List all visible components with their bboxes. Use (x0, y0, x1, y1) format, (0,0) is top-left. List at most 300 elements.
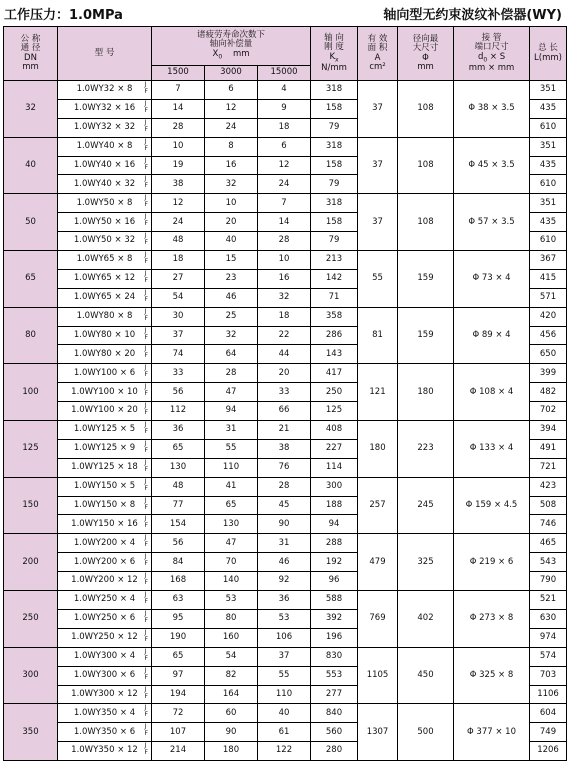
jf-mark-j: J (144, 742, 147, 750)
cycles-15000-cell: 18 (258, 307, 311, 326)
jf-mark-j: J (144, 591, 147, 599)
cycles-1500-cell: 74 (152, 345, 205, 364)
area-cell: 180 (358, 421, 398, 478)
cycles-1500-cell: 48 (152, 232, 205, 251)
jf-mark-j: J (144, 251, 147, 259)
model-cell (58, 175, 152, 194)
jf-mark (145, 383, 148, 397)
model-cell (58, 118, 152, 137)
cycles-3000-cell: 55 (205, 439, 258, 458)
cycles-1500-cell: 72 (152, 704, 205, 723)
jf-mark-j: J (144, 213, 147, 221)
jf-mark-j: J (144, 288, 147, 296)
length-cell: 610 (530, 118, 567, 137)
model-name: 1.0WY100 × 6 (73, 367, 136, 378)
cycles-1500-cell: 63 (152, 591, 205, 610)
jf-mark-f: F (144, 409, 148, 417)
model-name: 1.0WY350 × 6 (73, 726, 136, 737)
cycles-1500-cell: 65 (152, 439, 205, 458)
jf-mark-f: F (144, 258, 148, 266)
jf-mark (145, 742, 148, 756)
jf-mark-j: J (144, 137, 147, 145)
dn-cell: 350 (4, 704, 58, 761)
cycles-3000-cell: 12 (205, 99, 258, 118)
jf-mark (145, 270, 148, 284)
model-cell (58, 307, 152, 326)
jf-mark-f: F (144, 541, 148, 549)
jf-mark (145, 402, 148, 416)
stiffness-cell: 158 (311, 99, 358, 118)
length-cell: 630 (530, 609, 567, 628)
model-cell (58, 628, 152, 647)
jf-mark-j: J (144, 496, 147, 504)
length-cell: 435 (530, 99, 567, 118)
cycles-15000-cell: 9 (258, 99, 311, 118)
stiffness-cell: 79 (311, 175, 358, 194)
jf-mark-j: J (144, 723, 147, 731)
cycles-3000-cell: 10 (205, 194, 258, 213)
jf-mark-f: F (144, 654, 148, 662)
length-cell: 703 (530, 666, 567, 685)
jf-mark (145, 704, 148, 718)
length-cell: 574 (530, 647, 567, 666)
model-cell (58, 685, 152, 704)
length-cell: 610 (530, 232, 567, 251)
cycles-15000-cell: 61 (258, 723, 311, 742)
cycles-15000-cell: 46 (258, 553, 311, 572)
stiffness-cell: 560 (311, 723, 358, 742)
jf-mark (145, 421, 148, 435)
max-diameter-cell: 402 (398, 591, 454, 648)
jf-mark-j: J (144, 326, 147, 334)
jf-mark (145, 497, 148, 511)
cycles-1500-cell: 194 (152, 685, 205, 704)
cycles-1500-cell: 214 (152, 742, 205, 761)
model-cell (58, 723, 152, 742)
model-name: 1.0WY150 × 8 (73, 499, 136, 510)
jf-mark-f: F (144, 106, 148, 114)
jf-mark-j: J (144, 534, 147, 542)
dn-cell: 100 (4, 364, 58, 421)
jf-mark-j: J (144, 81, 147, 88)
length-cell: 749 (530, 723, 567, 742)
cycles-1500-cell: 56 (152, 534, 205, 553)
model-cell (58, 402, 152, 421)
pipe-cell: Φ 159 × 4.5 (454, 477, 530, 534)
cycles-15000-cell: 10 (258, 251, 311, 270)
jf-mark-j: J (144, 269, 147, 277)
jf-mark-f: F (144, 522, 148, 530)
stiffness-cell: 358 (311, 307, 358, 326)
stiffness-cell: 79 (311, 232, 358, 251)
area-cell: 81 (358, 307, 398, 364)
model-name: 1.0WY80 × 10 (73, 329, 136, 340)
cycles-15000-cell: 21 (258, 421, 311, 440)
cycles-3000-cell: 140 (205, 572, 258, 591)
cycles-15000-cell: 32 (258, 288, 311, 307)
cycles-15000-cell: 16 (258, 269, 311, 288)
model-name: 1.0WY250 × 4 (73, 594, 136, 605)
table-row (4, 194, 567, 213)
jf-mark-j: J (144, 99, 147, 107)
jf-mark-f: F (144, 371, 148, 379)
cycles-3000-cell: 41 (205, 477, 258, 496)
cycles-1500-cell: 130 (152, 458, 205, 477)
cycles-3000-cell: 60 (205, 704, 258, 723)
model-cell (58, 156, 152, 175)
stiffness-cell: 143 (311, 345, 358, 364)
model-name: 1.0WY32 × 16 (73, 103, 136, 114)
cycles-15000-cell: 24 (258, 175, 311, 194)
cycles-3000-cell: 110 (205, 458, 258, 477)
cycles-15000-cell: 53 (258, 609, 311, 628)
jf-mark-f: F (144, 560, 148, 568)
dn-cell: 65 (4, 251, 58, 308)
model-name: 1.0WY65 × 24 (73, 292, 136, 303)
jf-mark-j: J (144, 572, 147, 580)
jf-mark (145, 629, 148, 643)
length-cell: 420 (530, 307, 567, 326)
product-title: 轴向型无约束波纹补偿器(WY) (383, 8, 562, 23)
jf-mark-f: F (144, 503, 148, 511)
model-name: 1.0WY65 × 8 (76, 254, 133, 265)
cycles-15000-cell: 14 (258, 213, 311, 232)
cycles-3000-cell: 32 (205, 326, 258, 345)
header-fatigue: 诸疲劳寿命次数下 轴向补偿量 $X_0$ mm (152, 27, 311, 66)
working-pressure-title: 工作压力：1.0MPa (4, 8, 123, 23)
jf-mark-f: F (144, 635, 148, 643)
model-cell (58, 213, 152, 232)
cycles-1500-cell: 77 (152, 496, 205, 515)
jf-mark-j: J (144, 647, 147, 655)
cycles-3000-cell: 180 (205, 742, 258, 761)
model-name: 1.0WY150 × 16 (71, 518, 138, 529)
length-cell: 435 (530, 213, 567, 232)
jf-mark-j: J (144, 685, 147, 693)
model-cell (58, 326, 152, 345)
model-name: 1.0WY125 × 9 (73, 443, 136, 454)
length-cell: 367 (530, 251, 567, 270)
jf-mark-j: J (144, 194, 147, 202)
area-cell: 55 (358, 251, 398, 308)
model-name: 1.0WY300 × 12 (71, 688, 138, 699)
dn-cell: 32 (4, 81, 58, 138)
length-cell: 610 (530, 175, 567, 194)
cycles-1500-cell: 48 (152, 477, 205, 496)
model-name: 1.0WY50 × 16 (73, 216, 136, 227)
jf-mark (145, 515, 148, 529)
max-diameter-cell: 159 (398, 307, 454, 364)
length-cell: 790 (530, 572, 567, 591)
model-cell (58, 704, 152, 723)
length-cell: 1106 (530, 685, 567, 704)
length-cell: 423 (530, 477, 567, 496)
model-cell (58, 194, 152, 213)
model-cell (58, 232, 152, 251)
header-dn: 公 称 通 径 DN mm (4, 27, 58, 81)
cycles-15000-cell: 110 (258, 685, 311, 704)
cycles-1500-cell: 65 (152, 647, 205, 666)
max-diameter-cell: 500 (398, 704, 454, 761)
pipe-cell: Φ 133 × 4 (454, 421, 530, 478)
stiffness-cell: 158 (311, 213, 358, 232)
jf-mark-f: F (144, 125, 148, 133)
cycles-1500-cell: 30 (152, 307, 205, 326)
jf-mark-f: F (144, 333, 148, 341)
jf-mark-f: F (144, 276, 148, 284)
cycles-15000-cell: 12 (258, 156, 311, 175)
length-cell: 702 (530, 402, 567, 421)
jf-mark (145, 440, 148, 454)
table-row (4, 364, 567, 383)
cycles-3000-cell: 32 (205, 175, 258, 194)
max-diameter-cell: 159 (398, 251, 454, 308)
dn-cell: 40 (4, 137, 58, 194)
cycles-1500-cell: 84 (152, 553, 205, 572)
stiffness-cell: 142 (311, 269, 358, 288)
cycles-1500-cell: 168 (152, 572, 205, 591)
cycles-15000-cell: 76 (258, 458, 311, 477)
header-pipe: 接 管 端口尺寸 $d_0 \times S$ mm × mm (454, 27, 530, 81)
model-cell (58, 251, 152, 270)
area-cell: 121 (358, 364, 398, 421)
dn-cell: 250 (4, 591, 58, 648)
jf-mark-j: J (144, 118, 147, 126)
cycles-3000-cell: 25 (205, 307, 258, 326)
jf-mark (145, 119, 148, 133)
cycles-15000-cell: 18 (258, 118, 311, 137)
jf-mark (145, 100, 148, 114)
stiffness-cell: 553 (311, 666, 358, 685)
jf-mark-f: F (144, 352, 148, 360)
pipe-cell: Φ 325 × 8 (454, 647, 530, 704)
cycles-1500-cell: 190 (152, 628, 205, 647)
cycles-1500-cell: 33 (152, 364, 205, 383)
jf-mark (145, 648, 148, 662)
stiffness-cell: 196 (311, 628, 358, 647)
length-cell: 508 (530, 496, 567, 515)
cycles-1500-cell: 97 (152, 666, 205, 685)
length-cell: 521 (530, 591, 567, 610)
cycles-1500-cell: 37 (152, 326, 205, 345)
cycles-3000-cell: 6 (205, 81, 258, 100)
model-name: 1.0WY200 × 4 (73, 537, 136, 548)
cycles-3000-cell: 40 (205, 232, 258, 251)
jf-mark (145, 232, 148, 246)
model-name: 1.0WY250 × 12 (71, 632, 138, 643)
header-max-diameter: 径向最 大尺寸 Φ mm (398, 27, 454, 81)
jf-mark (145, 81, 148, 95)
jf-mark (145, 157, 148, 171)
jf-mark-f: F (144, 579, 148, 587)
model-cell (58, 137, 152, 156)
jf-mark-f: F (144, 673, 148, 681)
max-diameter-cell: 245 (398, 477, 454, 534)
model-name: 1.0WY150 × 5 (73, 480, 136, 491)
length-cell: 399 (530, 364, 567, 383)
length-cell: 351 (530, 194, 567, 213)
table-row (4, 81, 567, 100)
cycles-15000-cell: 28 (258, 232, 311, 251)
model-cell (58, 269, 152, 288)
cycles-3000-cell: 47 (205, 534, 258, 553)
model-cell (58, 572, 152, 591)
stiffness-cell: 318 (311, 81, 358, 100)
length-cell: 482 (530, 383, 567, 402)
stiffness-cell: 280 (311, 742, 358, 761)
jf-mark (145, 534, 148, 548)
cycles-1500-cell: 36 (152, 421, 205, 440)
cycles-15000-cell: 122 (258, 742, 311, 761)
area-cell: 1105 (358, 647, 398, 704)
jf-mark-f: F (144, 182, 148, 190)
jf-mark (145, 478, 148, 492)
table-row (4, 704, 567, 723)
pipe-cell: Φ 89 × 4 (454, 307, 530, 364)
jf-mark-f: F (144, 144, 148, 152)
cycles-3000-cell: 16 (205, 156, 258, 175)
length-cell: 571 (530, 288, 567, 307)
jf-mark-f: F (144, 692, 148, 700)
table-row (4, 421, 567, 440)
model-name: 1.0WY250 × 6 (73, 613, 136, 624)
stiffness-cell: 277 (311, 685, 358, 704)
jf-mark-f: F (144, 390, 148, 398)
model-name: 1.0WY32 × 32 (73, 122, 136, 133)
cycles-15000-cell: 6 (258, 137, 311, 156)
model-cell (58, 534, 152, 553)
cycles-3000-cell: 70 (205, 553, 258, 572)
cycles-3000-cell: 130 (205, 515, 258, 534)
length-cell: 456 (530, 326, 567, 345)
jf-mark-f: F (144, 201, 148, 209)
header-cycles-15000: 15000 (258, 66, 311, 81)
jf-mark (145, 175, 148, 189)
dn-cell: 300 (4, 647, 58, 704)
jf-mark-j: J (144, 156, 147, 164)
jf-mark (145, 572, 148, 586)
length-cell: 543 (530, 553, 567, 572)
model-name: 1.0WY80 × 20 (73, 348, 136, 359)
model-cell (58, 515, 152, 534)
model-name: 1.0WY300 × 4 (73, 650, 136, 661)
model-name: 1.0WY300 × 6 (73, 669, 136, 680)
dn-cell: 80 (4, 307, 58, 364)
cycles-1500-cell: 24 (152, 213, 205, 232)
jf-mark-j: J (144, 628, 147, 636)
max-diameter-cell: 180 (398, 364, 454, 421)
pipe-cell: Φ 377 × 10 (454, 704, 530, 761)
spec-table (3, 26, 567, 761)
cycles-15000-cell: 22 (258, 326, 311, 345)
jf-mark (145, 251, 148, 265)
stiffness-cell: 286 (311, 326, 358, 345)
jf-mark-f: F (144, 446, 148, 454)
stiffness-cell: 830 (311, 647, 358, 666)
cycles-3000-cell: 15 (205, 251, 258, 270)
cycles-15000-cell: 31 (258, 534, 311, 553)
dn-cell: 150 (4, 477, 58, 534)
area-cell: 769 (358, 591, 398, 648)
cycles-3000-cell: 28 (205, 364, 258, 383)
stiffness-cell: 79 (311, 118, 358, 137)
length-cell: 415 (530, 269, 567, 288)
max-diameter-cell: 325 (398, 534, 454, 591)
cycles-15000-cell: 20 (258, 364, 311, 383)
jf-mark (145, 723, 148, 737)
cycles-15000-cell: 92 (258, 572, 311, 591)
stiffness-cell: 288 (311, 534, 358, 553)
model-cell (58, 383, 152, 402)
jf-mark (145, 289, 148, 303)
model-name: 1.0WY100 × 10 (71, 386, 138, 397)
cycles-1500-cell: 19 (152, 156, 205, 175)
cycles-1500-cell: 107 (152, 723, 205, 742)
jf-mark-f: F (144, 163, 148, 171)
jf-mark-j: J (144, 364, 147, 372)
jf-mark-f: F (144, 730, 148, 738)
header-stiffness: 轴 向 刚 度 $K_x$ N/mm (311, 27, 358, 81)
jf-mark-f: F (144, 220, 148, 228)
length-cell: 974 (530, 628, 567, 647)
jf-mark-f: F (144, 428, 148, 436)
jf-mark-j: J (144, 383, 147, 391)
cycles-3000-cell: 54 (205, 647, 258, 666)
cycles-1500-cell: 54 (152, 288, 205, 307)
cycles-15000-cell: 45 (258, 496, 311, 515)
pipe-cell: Φ 219 × 6 (454, 534, 530, 591)
model-name: 1.0WY125 × 5 (73, 424, 136, 435)
length-cell: 435 (530, 156, 567, 175)
cycles-3000-cell: 47 (205, 383, 258, 402)
jf-mark (145, 591, 148, 605)
jf-mark-j: J (144, 175, 147, 183)
jf-mark (145, 194, 148, 208)
max-diameter-cell: 108 (398, 137, 454, 194)
cycles-15000-cell: 28 (258, 477, 311, 496)
table-row (4, 534, 567, 553)
cycles-3000-cell: 31 (205, 421, 258, 440)
stiffness-cell: 96 (311, 572, 358, 591)
jf-mark-j: J (144, 666, 147, 674)
cycles-3000-cell: 94 (205, 402, 258, 421)
cycles-3000-cell: 46 (205, 288, 258, 307)
area-cell: 37 (358, 137, 398, 194)
cycles-15000-cell: 44 (258, 345, 311, 364)
stiffness-cell: 114 (311, 458, 358, 477)
jf-mark (145, 327, 148, 341)
cycles-15000-cell: 38 (258, 439, 311, 458)
cycles-1500-cell: 18 (152, 251, 205, 270)
cycles-3000-cell: 80 (205, 609, 258, 628)
cycles-15000-cell: 33 (258, 383, 311, 402)
cycles-3000-cell: 164 (205, 685, 258, 704)
stiffness-cell: 192 (311, 553, 358, 572)
length-cell: 604 (530, 704, 567, 723)
dn-cell: 125 (4, 421, 58, 478)
jf-mark (145, 138, 148, 152)
cycles-1500-cell: 12 (152, 194, 205, 213)
table-row (4, 307, 567, 326)
jf-mark-f: F (144, 295, 148, 303)
cycles-1500-cell: 7 (152, 81, 205, 100)
jf-mark-f: F (144, 749, 148, 757)
title-bar (0, 0, 570, 26)
header-area: 有 效 面 积 A cm² (358, 27, 398, 81)
stiffness-cell: 250 (311, 383, 358, 402)
model-cell (58, 496, 152, 515)
stiffness-cell: 158 (311, 156, 358, 175)
